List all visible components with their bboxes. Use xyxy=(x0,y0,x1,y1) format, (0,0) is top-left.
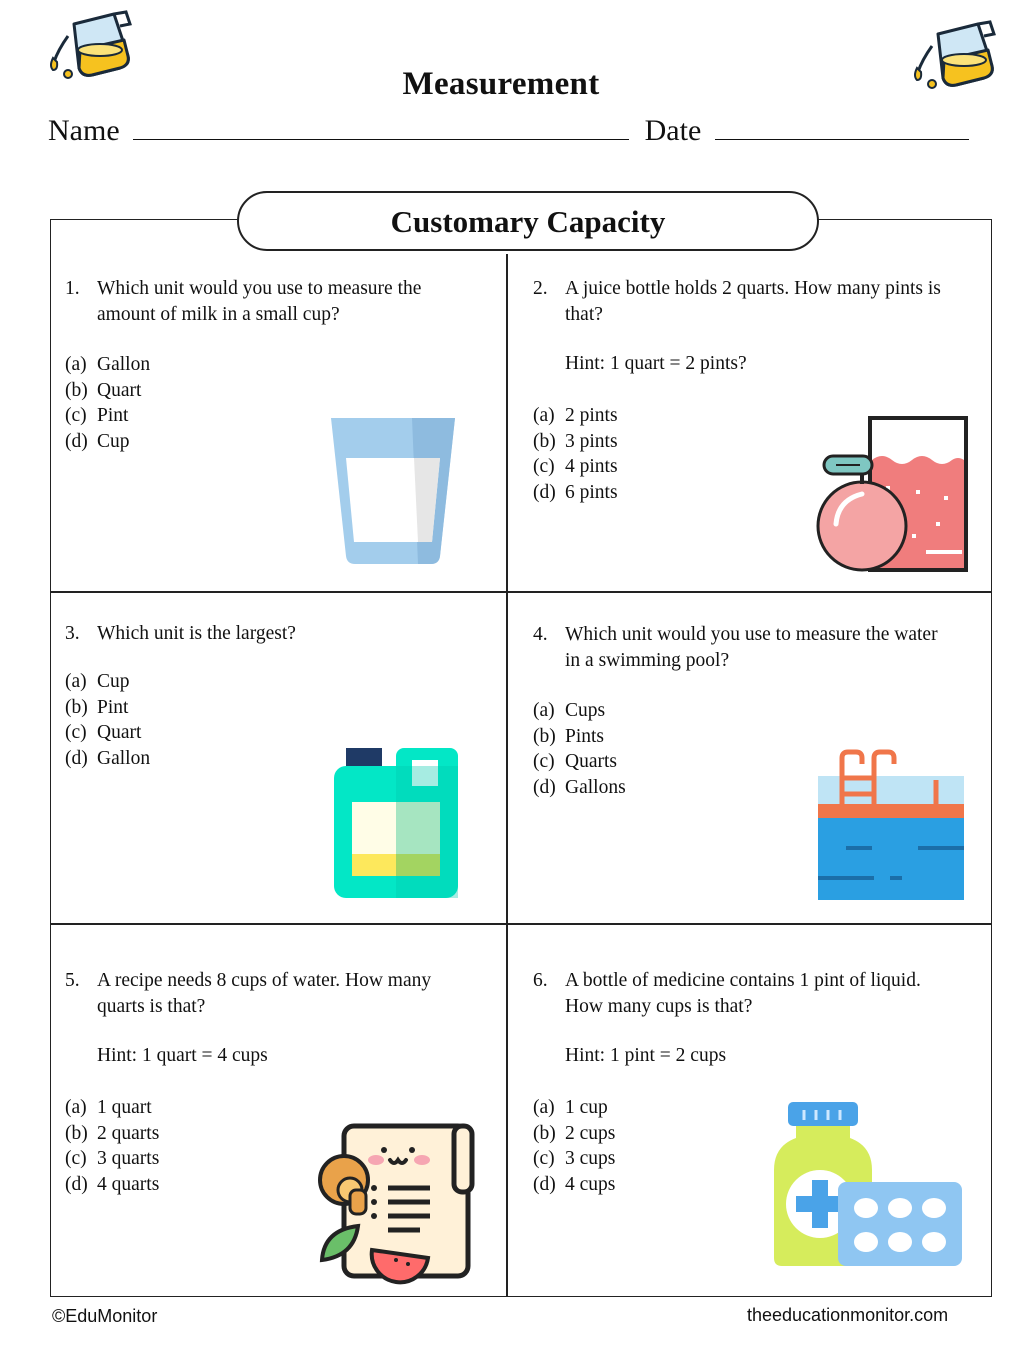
question-text: A bottle of medicine contains 1 pint of liquid. How many cups is that? xyxy=(565,970,921,1017)
name-label: Name xyxy=(48,114,120,147)
name-field[interactable] xyxy=(133,115,629,140)
question-5 xyxy=(65,968,495,1020)
options-5 xyxy=(65,1095,159,1197)
page-title: Measurement xyxy=(402,66,600,102)
question-4 xyxy=(533,622,983,674)
question-2 xyxy=(533,276,983,328)
footer-copyright: ©EduMonitor xyxy=(52,1306,158,1326)
grid-divider-horizontal-1 xyxy=(50,591,992,593)
option-d[interactable]: (d) 4 cups xyxy=(533,1173,616,1195)
option-c[interactable]: (c) Pint xyxy=(65,405,129,427)
question-number: 5. xyxy=(65,970,80,991)
option-a[interactable]: (a) 1 cup xyxy=(533,1097,608,1118)
option-d[interactable]: (d) 4 quarts xyxy=(65,1173,160,1195)
hint-6: Hint: 1 pint = 2 cups xyxy=(565,1045,727,1066)
option-b[interactable]: (b) 2 cups xyxy=(533,1122,616,1144)
option-a[interactable]: (a) 1 quart xyxy=(65,1097,152,1118)
option-c[interactable]: (c) Quarts xyxy=(533,751,617,773)
option-b[interactable]: (b) Quart xyxy=(65,379,142,401)
options-4 xyxy=(533,698,626,800)
option-a[interactable]: (a) Gallon xyxy=(65,354,151,375)
option-a[interactable]: (a) 2 pints xyxy=(533,405,618,426)
option-c[interactable]: (c) 3 quarts xyxy=(65,1148,160,1170)
option-b[interactable]: (b) Pints xyxy=(533,725,605,747)
option-c[interactable]: (c) 4 pints xyxy=(533,456,618,478)
option-d[interactable]: (d) Cup xyxy=(65,430,130,452)
options-6 xyxy=(533,1095,615,1197)
question-number: 2. xyxy=(533,278,548,299)
name-date-row xyxy=(48,114,969,148)
date-field[interactable] xyxy=(715,115,969,140)
option-d[interactable]: (d) 6 pints xyxy=(533,481,618,503)
gallon-jug-icon xyxy=(332,746,460,900)
option-d[interactable]: (d) Gallons xyxy=(533,776,626,798)
question-number: 3. xyxy=(65,623,80,644)
question-number: 6. xyxy=(533,970,548,991)
swimming-pool-icon xyxy=(818,750,966,902)
medicine-bottle-icon xyxy=(772,1098,964,1272)
question-6 xyxy=(533,968,983,1020)
option-c[interactable]: (c) 3 cups xyxy=(533,1148,616,1170)
option-d[interactable]: (d) Gallon xyxy=(65,747,151,769)
question-text: Which unit is the largest? xyxy=(97,623,296,644)
question-number: 4. xyxy=(533,624,548,645)
options-2 xyxy=(533,403,618,505)
section-title: Customary Capacity xyxy=(237,191,819,251)
question-text: Which unit would you use to measure the amount of milk in a small cup? xyxy=(97,278,422,325)
question-number: 1. xyxy=(65,278,80,299)
question-text: A recipe needs 8 cups of water. How many quarts is that? xyxy=(97,970,432,1017)
question-3 xyxy=(65,621,495,647)
grid-divider-horizontal-2 xyxy=(50,923,992,925)
option-b[interactable]: (b) 3 pints xyxy=(533,430,618,452)
option-c[interactable]: (c) Quart xyxy=(65,722,142,744)
question-text: Which unit would you use to measure the water in a swimming pool? xyxy=(565,624,938,671)
milk-glass-icon xyxy=(328,416,458,566)
question-1 xyxy=(65,276,495,328)
question-text: A juice bottle holds 2 quarts. How many pints is that? xyxy=(565,278,941,325)
juice-glass-icon xyxy=(816,414,970,574)
recipe-icon xyxy=(314,1120,478,1282)
options-1 xyxy=(65,352,150,454)
option-b[interactable]: (b) Pint xyxy=(65,696,129,718)
option-a[interactable]: (a) Cups xyxy=(533,700,606,721)
hint-5: Hint: 1 quart = 4 cups xyxy=(97,1045,268,1066)
date-label: Date xyxy=(644,114,702,147)
hint-2: Hint: 1 quart = 2 pints? xyxy=(565,353,747,374)
grid-divider-vertical xyxy=(506,254,508,1297)
option-b[interactable]: (b) 2 quarts xyxy=(65,1122,160,1144)
options-3 xyxy=(65,669,150,771)
footer-website[interactable]: theeducationmonitor.com xyxy=(747,1305,949,1325)
option-a[interactable]: (a) Cup xyxy=(65,671,130,692)
